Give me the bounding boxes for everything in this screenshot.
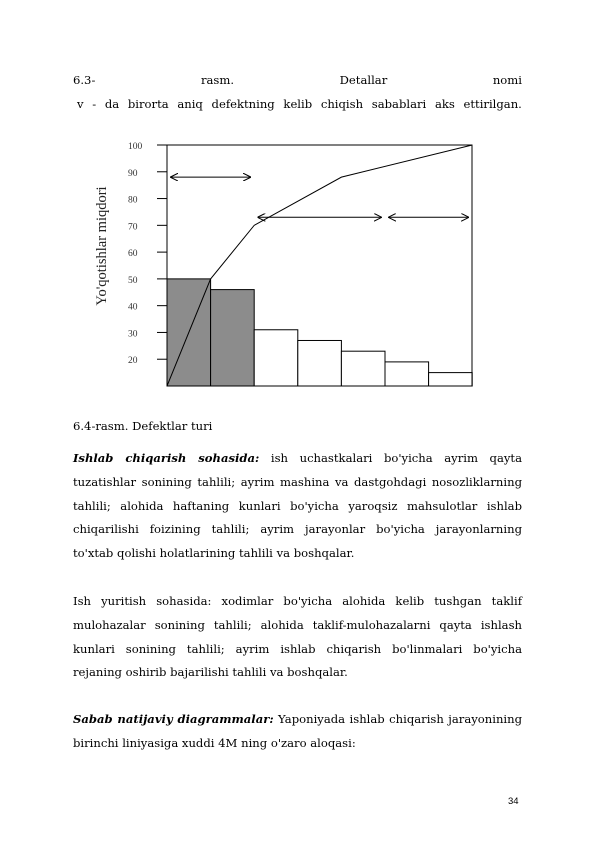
bar [341, 351, 385, 386]
word: nomi [492, 73, 522, 87]
paragraph-administration [73, 590, 522, 685]
word: chiqish [320, 97, 364, 111]
word: defektning [211, 97, 275, 111]
bar [385, 362, 429, 386]
arrows [171, 177, 468, 217]
word: ettirilgan. [463, 97, 522, 111]
paragraph-production [73, 447, 522, 566]
bar [254, 330, 298, 386]
y-axis-label: Yo'qotishlar miqdori [94, 186, 110, 306]
paragraph-cause-effect [73, 708, 522, 756]
y-tick-label: 50 [128, 275, 138, 286]
figure-caption: 6.4-rasm. Defektlar turi [73, 419, 213, 433]
bars [167, 279, 472, 386]
y-tick-label: 80 [128, 195, 138, 206]
word: aniq [177, 97, 203, 111]
y-tick-label: 70 [128, 222, 138, 233]
word: - [92, 97, 97, 111]
word: kelib [283, 97, 313, 111]
y-tick-label: 20 [128, 356, 138, 367]
y-tick-label: 60 [128, 249, 138, 260]
word: aks [434, 97, 455, 111]
y-tick-label: 100 [128, 142, 143, 152]
word: v [77, 97, 84, 111]
bar [211, 290, 255, 386]
word: da [104, 97, 120, 111]
y-axis-ticks [128, 142, 167, 366]
bar [429, 373, 473, 386]
paragraph-lead: Ishlab chiqarish sohasida: [73, 451, 260, 465]
word: sabablari [371, 97, 427, 111]
paragraph-text: Yaponiyada ishlab chiqarish jarayonining birinchi liniyasiga xuddi 4M ning o'zaro aloqasi: [73, 712, 523, 750]
y-tick-label: 40 [128, 302, 138, 313]
page-number: 34 [508, 796, 519, 807]
paragraph-text: Ish yuritish sohasida: xodimlar bo'yicha alohida kelib tushgan taklif mulohazalar sonining tahlili; alohida taklif-mulohazalarni qayta ishlash kunlari sonining tahlili; ayrim ishlab chiqarish bo'linmalari bo'yicha rejaning oshirib bajarilishi tahlili va boshqalar. [73, 594, 522, 680]
word: 6.3- [73, 73, 96, 87]
y-tick-label: 30 [128, 329, 138, 340]
bar [298, 340, 342, 386]
y-tick-label: 90 [128, 168, 138, 179]
word: Detallar [339, 73, 388, 87]
paragraph-text: ish uchastkalari bo'yicha ayrim qayta tuzatishlar sonining tahlili; ayrim mashina va dastgohdagi nosozliklarning tahlili; alohida haftaning kunlari bo'yicha yaroqsiz mahsulotlar ishlab chiqarilishi foizining tahlili; ayrim jarayonlar bo'yicha jarayonlarning to'xtab qolishi holatlarining tahlili va boshqalar. [73, 451, 522, 561]
paragraph-lead: Sabab natijaviy diagrammalar: [73, 712, 274, 726]
word: birorta [127, 97, 169, 111]
word: rasm. [200, 73, 235, 87]
